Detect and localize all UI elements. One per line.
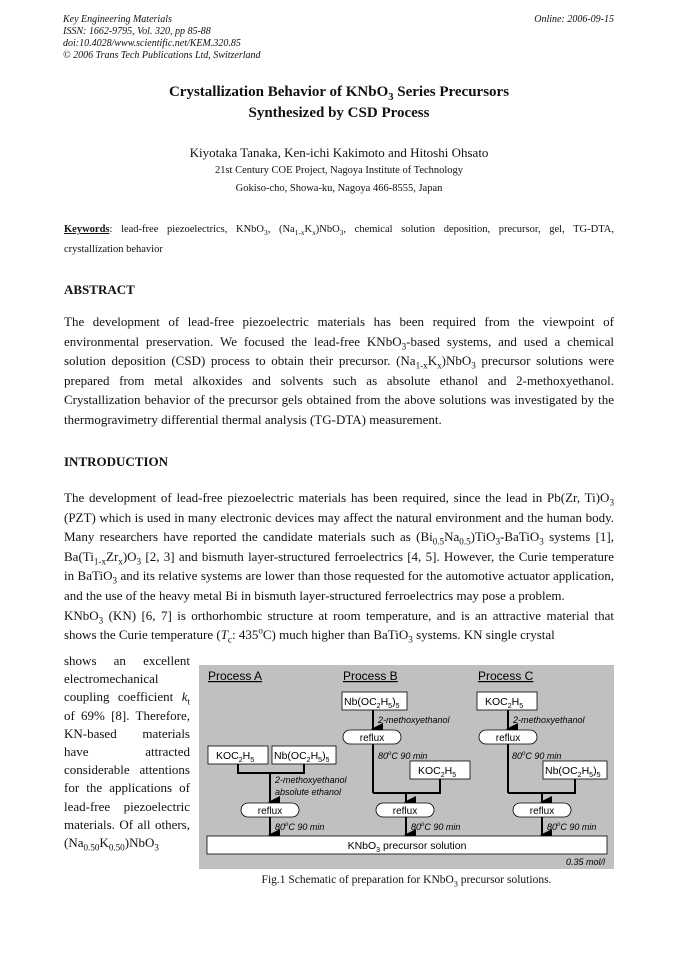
intro-paragraph-1: The development of lead-free piezoelectric materials has been required, since the lead in Pb(Zr, $Ti)O_3$ (PZT) which is used in many electronic devices may affect the natural environment and the human body. Many researchers have reported the candidate materials such as $(Bi_{0.5}Na_{0.5})TiO_3-BaTiO_3$ systems [1], $Ba(Ti_{1-x}Zr_x)O_3$ [2, 3] and bismuth layer-structured ferroelectrics [4, 5]. However, the Curie temperature in BaTiO$_3$ and its relative systems are lower than those requested for the automotive actuator application, and the use of the heavy metal Bi in bismuth layer-structured ferroelectrics may pose a problem.: [64, 490, 614, 603]
svg-text:2-methoxyethanol: 2-methoxyethanol: [378, 715, 450, 725]
svg-text:80oC 90 min: 80$^o$C 90 min: [547, 822, 597, 832]
keywords: Keywords: lead-free piezoelectrics, KNbO$_3$, $(Na_{1-x}K_x)NbO_3$, chemical solution deposition, precursor, gel, TG-DTA, crystallization behavior: [64, 224, 614, 255]
authors: Kiyotaka Tanaka, Ken-ichi Kakimoto and Hitoshi Ohsato: [189, 145, 489, 160]
svg-text:absolute ethanol: absolute ethanol: [275, 787, 342, 797]
doi-line: doi:10.4028/www.scientific.net/KEM.320.85: [63, 38, 241, 49]
svg-text:reflux: reflux: [257, 806, 283, 817]
keywords-label: Keywords: [64, 224, 110, 235]
intro-paragraph-2-continued: shows an excellent electromechanical coupling coefficient $k_t$ of 69% [8]. Therefore, KN-based materials have attracted considerable attentions for the applications of lead-free piezoelectric materials. Of all others, $(Na_{0.50}K_{0.50})NbO_3$: [64, 653, 190, 853]
paper-title: Crystallization Behavior of KNbO$_3$ Series Precursors Synthesized by CSD Process: [168, 84, 510, 121]
issn-line: ISSN: 1662-9795, Vol. 320, pp 85-88: [63, 26, 211, 37]
process-a-label: Process A: [208, 669, 263, 683]
affiliation-line2: Gokiso-cho, Showa-ku, Nagoya 466-8555, Japan: [235, 183, 443, 194]
svg-text:KOC2H5: $KOC_2H_5$: [216, 750, 255, 764]
svg-text:reflux: reflux: [529, 806, 555, 817]
svg-text:2-methoxyethanol: 2-methoxyethanol: [513, 715, 585, 725]
svg-text:KNbO3 precursor solution: KNbO$_3$ precursor solution: [347, 840, 467, 854]
affiliation-line1: 21st Century COE Project, Nagoya Institute of Technology: [214, 165, 464, 176]
svg-text:80oC 90 min: 80$^o$C 90 min: [378, 751, 428, 761]
abstract-text: The development of lead-free piezoelectric materials has been required from the viewpoint of environmental preservation. We focused the lead-free KNbO$_3$-based systems, and used a chemical solution deposition (CSD) process to obtain their precursor. $(Na_{1-x}K_x)NbO_3$ precursor solutions were prepared from metal alkoxides and solvents such as absolute ethanol and 2-methoxyethanol. Crystallization behavior of the precursor gels obtained from the above solutions was investigated by the thermogravimetry differential thermal analysis (TG-DTA) measurement.: [64, 314, 614, 427]
abstract-heading: ABSTRACT: [64, 282, 135, 297]
copyright-line: © 2006 Trans Tech Publications Ltd, Switzerland: [63, 50, 261, 61]
svg-text:reflux: reflux: [359, 733, 385, 744]
figure-1-flowchart: [199, 665, 614, 869]
svg-text:Nb(OC2H5)5: $Nb(OC_2H_5)_5$: [344, 696, 400, 710]
svg-text:Nb(OC2H5)5: $Nb(OC_2H_5)_5$: [274, 750, 330, 764]
process-b-label: Process B: [343, 669, 398, 683]
intro-paragraph-2: KNbO$_3$ (KN) [6, 7] is orthorhombic structure at room temperature, and is an attractive material that shows the Curie temperature ($T_c$: 435$^o$C) much higher than BaTiO$_3$ systems. KN single crystal: [64, 607, 614, 645]
process-c-label: Process C: [478, 669, 534, 683]
svg-text:80oC 90 min: 80$^o$C 90 min: [512, 751, 562, 761]
introduction-heading: INTRODUCTION: [64, 454, 169, 469]
svg-text:80oC 90 min: 80$^o$C 90 min: [275, 822, 325, 832]
concentration-label: 0.35 mol/l: [565, 857, 605, 867]
svg-text:reflux: reflux: [495, 733, 521, 744]
introduction-text: [64, 488, 614, 645]
svg-text:Nb(OC2H5)5: $Nb(OC_2H_5)_5$: [545, 765, 601, 779]
journal-header: [63, 14, 261, 62]
svg-text:2-methoxyethanol: 2-methoxyethanol: [275, 775, 347, 785]
svg-text:reflux: reflux: [392, 806, 418, 817]
figure-1-caption: Fig.1 Schematic of preparation for KNbO$_3$ precursor solutions.: [261, 874, 552, 889]
online-date: Online: 2006-09-15: [534, 14, 614, 25]
svg-text:80oC 90 min: 80$^o$C 90 min: [411, 822, 461, 832]
svg-text:KOC2H5: $KOC_2H_5$: [485, 696, 524, 710]
journal-name: Key Engineering Materials: [63, 14, 172, 25]
svg-text:KOC2H5: $KOC_2H_5$: [418, 765, 457, 779]
